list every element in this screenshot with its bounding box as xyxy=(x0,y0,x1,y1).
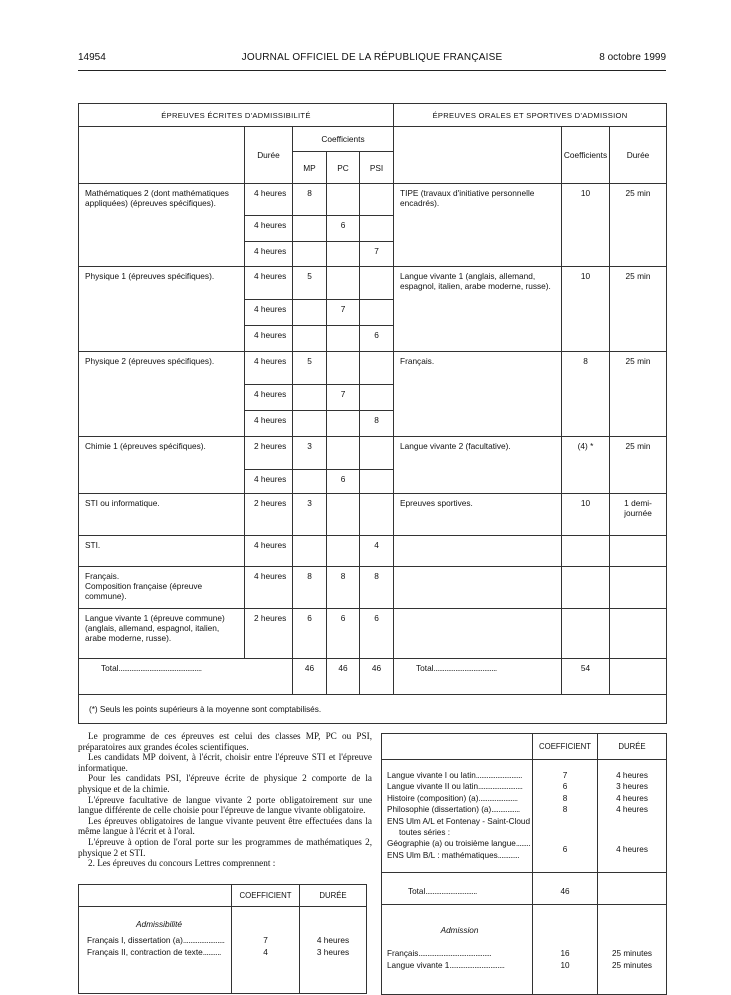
written-exam-label: Chimie 1 (épreuves spécifiques). xyxy=(79,437,245,494)
tr-subject-list xyxy=(382,760,533,873)
tr-duree: 3 heures xyxy=(616,782,648,792)
oral-coefficient: 10 xyxy=(562,184,610,267)
tr-coeff: 7 xyxy=(562,771,568,780)
written-duration: 4 heures xyxy=(245,352,293,385)
written-total-label: Total xyxy=(101,663,119,673)
table-row xyxy=(79,184,667,216)
lettres-table-left xyxy=(78,884,367,994)
tr-adm-label: Langue vivante 1............................... xyxy=(387,960,505,970)
tr-duree: 4 heures xyxy=(616,845,648,855)
exam-table xyxy=(78,103,667,724)
written-exam-label: Physique 2 (épreuves spécifiques). xyxy=(79,352,245,437)
coeff-mp: 3 xyxy=(293,437,327,470)
coeff-psi xyxy=(360,494,394,536)
oral-duration: 25 min xyxy=(610,267,667,352)
tr-duree: 4 heures xyxy=(616,793,648,803)
coeff-mp xyxy=(293,242,327,267)
oral-coefficient: 10 xyxy=(562,494,610,536)
tr-coeff xyxy=(533,816,597,827)
coeff-mp xyxy=(293,411,327,437)
table-row xyxy=(79,609,667,659)
col-duree: Durée xyxy=(245,127,293,184)
coeff-pc xyxy=(327,437,360,470)
issue-date: 8 octobre 1999 xyxy=(599,52,666,63)
tr-coeff: 6 xyxy=(562,782,568,792)
coeff-psi xyxy=(360,437,394,470)
coeff-psi: 6 xyxy=(360,609,394,659)
oral-coefficient: (4) * xyxy=(562,437,610,494)
tr-coeff: 8 xyxy=(562,793,568,803)
coeff-psi: 6 xyxy=(360,326,394,352)
oral-exam-label: Epreuves sportives. xyxy=(394,494,562,536)
oral-exam-label xyxy=(394,536,562,567)
page-number: 14954 xyxy=(78,52,106,63)
coeff-psi xyxy=(360,385,394,411)
coeff-pc xyxy=(327,242,360,267)
text-paragraph: Les candidats MP doivent, à l'écrit, choisir entre l'épreuve STI et l'épreuve informatique. xyxy=(78,752,372,773)
written-exam-label: Français. Composition française (épreuve commune). xyxy=(79,567,245,609)
page-header xyxy=(78,52,666,66)
tr-subject-line: Langue vivante I ou latin.......................... xyxy=(387,771,522,780)
written-duration: 4 heures xyxy=(245,567,293,609)
oral-duration xyxy=(610,609,667,659)
tr-blank-header xyxy=(382,734,533,760)
tl-row-duree: 4 heures xyxy=(316,935,350,946)
written-duration: 4 heures xyxy=(245,300,293,326)
text-paragraph: 2. Les épreuves du concours Lettres comprennent : xyxy=(88,858,276,869)
tr-subject-line: toutes séries : xyxy=(399,827,450,837)
written-exam-label: Mathématiques 2 (dont mathématiques appliquées) (épreuves spécifiques). xyxy=(79,184,245,267)
coeff-mp: 5 xyxy=(293,352,327,385)
total-mp: 46 xyxy=(293,659,327,695)
oral-exam-label xyxy=(394,567,562,609)
text-paragraph: L'épreuve à option de l'oral porte sur les programmes de mathématiques 2, physique 2 et STI. xyxy=(78,836,372,858)
tr-subject-line: Histoire (composition) (a)...................... xyxy=(387,793,518,803)
tr-subject-line: Géographie (a) ou troisième langue........ xyxy=(387,839,531,849)
coeff-mp: 8 xyxy=(293,184,327,216)
tr-duree xyxy=(598,856,666,867)
written-duration: 4 heures xyxy=(245,411,293,437)
tr-subject-line: Philosophie (dissertation) (a)................ xyxy=(387,805,520,815)
written-duration: 2 heures xyxy=(245,609,293,659)
tr-coeff: 8 xyxy=(562,805,568,815)
tr-coeff: 6 xyxy=(562,845,568,855)
tl-row-coeff: 4 xyxy=(263,946,268,957)
tl-row-duree: 3 heures xyxy=(316,946,350,957)
coeff-psi xyxy=(360,352,394,385)
written-exam-label: Langue vivante 1 (épreuve commune) (anglais, allemand, espagnol, italien, arabe moderne, russe). xyxy=(79,609,245,659)
written-total-cell: Total.............................................. xyxy=(79,659,293,695)
footnote: (*) Seuls les points supérieurs à la moyenne sont comptabilisés. xyxy=(79,695,667,724)
coeff-pc: 6 xyxy=(327,216,360,242)
written-duration: 2 heures xyxy=(245,494,293,536)
coeff-mp: 8 xyxy=(293,567,327,609)
tl-section-admissibilite: Admissibilité xyxy=(135,919,183,929)
written-duration: 4 heures xyxy=(245,326,293,352)
col-coefficients: Coefficients xyxy=(293,127,394,152)
oral-coefficient: 8 xyxy=(562,352,610,437)
coeff-mp xyxy=(293,326,327,352)
tl-row-coeff: 7 xyxy=(263,935,268,946)
blank-header xyxy=(79,127,245,184)
header-row-2 xyxy=(79,127,667,152)
written-duration: 4 heures xyxy=(245,385,293,411)
journal-title: JOURNAL OFFICIEL DE LA RÉPUBLIQUE FRANÇAISE xyxy=(241,52,503,63)
tr-coeff xyxy=(533,827,597,838)
text-paragraph: Les épreuves obligatoires de langue vivante peuvent être effectuées dans la même langue à l'écrit et à l'oral. xyxy=(78,815,372,837)
tl-blank-header xyxy=(79,885,232,907)
tl-row-label: Français I, dissertation (a)....................... xyxy=(87,935,225,946)
coeff-psi xyxy=(360,300,394,326)
coeff-psi: 7 xyxy=(360,242,394,267)
coeff-mp xyxy=(293,300,327,326)
coeff-psi xyxy=(360,267,394,300)
written-duration: 4 heures xyxy=(245,267,293,300)
tr-total-label: Total xyxy=(408,887,426,896)
table-row xyxy=(79,437,667,470)
tr-total-cell: Total............................. xyxy=(382,873,533,905)
oral-coefficient xyxy=(562,609,610,659)
coeff-mp: 6 xyxy=(293,609,327,659)
oral-total-cell: Total................................... xyxy=(394,659,562,695)
oral-duration xyxy=(610,567,667,609)
tr-section-admission: Admission xyxy=(440,926,479,935)
oral-exam-label: TIPE (travaux d'initiative personnelle encadrés). xyxy=(394,184,562,267)
tr-col-coefficient: COEFFICIENT xyxy=(533,734,598,760)
header-rule xyxy=(78,70,666,71)
coeff-pc xyxy=(327,352,360,385)
tr-adm-duree: 25 minutes xyxy=(611,960,653,970)
coeff-pc: 7 xyxy=(327,300,360,326)
total-psi: 46 xyxy=(360,659,394,695)
note-row xyxy=(79,695,667,724)
table-row xyxy=(79,536,667,567)
oral-duration: 1 demi-journée xyxy=(610,494,667,536)
coeff-mp xyxy=(293,385,327,411)
coeff-psi xyxy=(360,216,394,242)
oral-exam-label xyxy=(394,609,562,659)
coeff-mp xyxy=(293,536,327,567)
coeff-pc xyxy=(327,536,360,567)
coeff-psi xyxy=(360,184,394,216)
coeff-pc: 7 xyxy=(327,385,360,411)
written-duration: 2 heures xyxy=(245,437,293,470)
coeff-pc xyxy=(327,411,360,437)
coeff-pc xyxy=(327,494,360,536)
lettres-table-right xyxy=(381,733,667,995)
oral-duration: 25 min xyxy=(610,184,667,267)
oral-coefficient xyxy=(562,536,610,567)
total-pc: 46 xyxy=(327,659,360,695)
tr-subject-line: Langue vivante II ou latin......................... xyxy=(387,782,523,792)
tr-coeff xyxy=(533,856,597,867)
text-paragraph: Pour les candidats PSI, l'épreuve écrite de physique 2 comporte de la physique et de la chimie. xyxy=(78,773,372,794)
oral-coefficient: 10 xyxy=(562,267,610,352)
tr-adm-coeff: 10 xyxy=(560,960,570,970)
written-duration: 4 heures xyxy=(245,242,293,267)
coeff-pc: 8 xyxy=(327,567,360,609)
table-row xyxy=(79,267,667,300)
oral-exam-label: Langue vivante 1 (anglais, allemand, espagnol, italien, arabe moderne, russe). xyxy=(394,267,562,352)
written-duration: 4 heures xyxy=(245,184,293,216)
tr-subject-line: ENS Ulm A/L et Fontenay - Saint-Cloud xyxy=(387,816,531,826)
tr-col-duree: DURÉE xyxy=(598,734,667,760)
oral-duration: 25 min xyxy=(610,352,667,437)
written-duration: 4 heures xyxy=(245,216,293,242)
coeff-pc xyxy=(327,326,360,352)
col-duree-oral: Durée xyxy=(610,127,667,184)
coeff-pc xyxy=(327,184,360,216)
coeff-mp xyxy=(293,216,327,242)
oral-coefficient xyxy=(562,567,610,609)
header-row-1 xyxy=(79,104,667,127)
tl-col-duree: DURÉE xyxy=(300,885,367,907)
coeff-psi: 8 xyxy=(360,411,394,437)
tr-duree-list xyxy=(598,760,667,873)
tl-row-label: Français II, contraction de texte.......... xyxy=(87,946,221,957)
col-mp: MP xyxy=(293,152,327,184)
coeff-mp xyxy=(293,470,327,494)
written-duration: 4 heures xyxy=(245,470,293,494)
text-paragraph: L'épreuve facultative de langue vivante 2 porte obligatoirement sur une langue différente de celle choisie pour l'épreuve de langue vivante obligatoire. xyxy=(78,794,372,816)
tr-total-value: 46 xyxy=(533,873,598,905)
col-coefficients-oral: Coefficients xyxy=(562,127,610,184)
tr-duree xyxy=(598,816,666,827)
coeff-psi: 8 xyxy=(360,567,394,609)
section-title-oral: ÉPREUVES ORALES ET SPORTIVES D'ADMISSION xyxy=(394,104,667,127)
tl-col-coefficient: COEFFICIENT xyxy=(232,885,300,907)
coeff-mp: 5 xyxy=(293,267,327,300)
table-row xyxy=(79,352,667,385)
blank-header-oral xyxy=(394,127,562,184)
table-row xyxy=(79,567,667,609)
tr-adm-coeff: 16 xyxy=(560,949,570,959)
oral-exam-label: Langue vivante 2 (facultative). xyxy=(394,437,562,494)
tr-adm-duree: 25 minutes xyxy=(611,949,653,959)
oral-total-label: Total xyxy=(416,663,434,673)
tr-duree: 4 heures xyxy=(616,771,648,780)
written-duration: 4 heures xyxy=(245,536,293,567)
written-exam-label: STI ou informatique. xyxy=(79,494,245,536)
coeff-mp: 3 xyxy=(293,494,327,536)
text-paragraph: Le programme de ces épreuves est celui des classes MP, PC ou PSI, préparatoires aux grandes écoles scientifiques. xyxy=(78,731,372,752)
oral-total-blank xyxy=(610,659,667,695)
oral-exam-label: Français. xyxy=(394,352,562,437)
oral-duration: 25 min xyxy=(610,437,667,494)
tr-duree xyxy=(598,827,666,838)
section-title-written: ÉPREUVES ÉCRITES D'ADMISSIBILITÉ xyxy=(79,104,394,127)
coeff-pc: 6 xyxy=(327,470,360,494)
coeff-pc: 6 xyxy=(327,609,360,659)
coeff-psi xyxy=(360,470,394,494)
tr-adm-label: Français......................................... xyxy=(387,949,492,959)
oral-total-value: 54 xyxy=(562,659,610,695)
col-pc: PC xyxy=(327,152,360,184)
total-row xyxy=(79,659,667,695)
col-psi: PSI xyxy=(360,152,394,184)
body-text xyxy=(78,731,372,869)
oral-duration xyxy=(610,536,667,567)
table-row xyxy=(79,494,667,536)
tr-duree: 4 heures xyxy=(616,805,648,815)
written-exam-label: Physique 1 (épreuves spécifiques). xyxy=(79,267,245,352)
tr-subject-line: ENS Ulm B/L : mathématiques............ xyxy=(387,850,520,860)
coeff-psi: 4 xyxy=(360,536,394,567)
coeff-pc xyxy=(327,267,360,300)
tr-coeff-list xyxy=(533,760,598,873)
written-exam-label: STI. xyxy=(79,536,245,567)
